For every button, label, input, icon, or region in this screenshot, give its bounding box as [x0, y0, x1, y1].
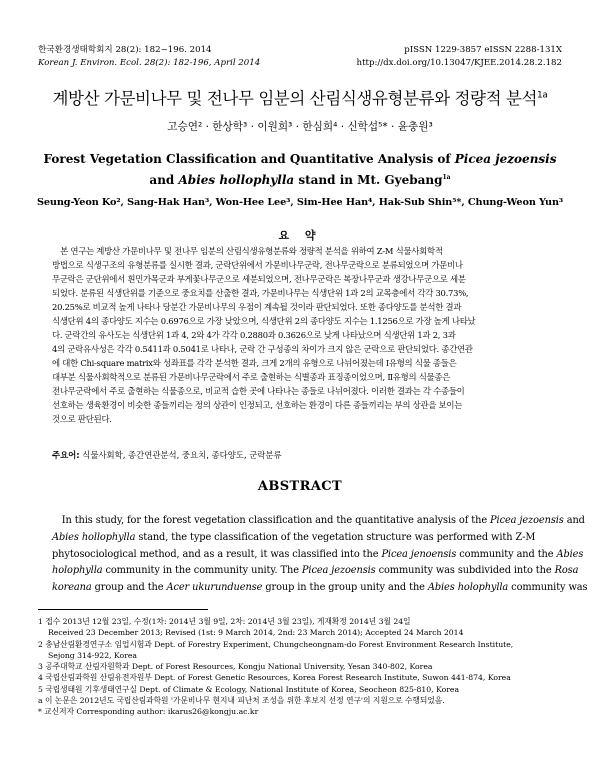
abstract-text-run: phytosociological method, and as a result, it was classified into the [52, 548, 382, 560]
footnotes [38, 616, 562, 718]
footnote-line: 5 국립생태원 기후생태연구실 Dept. of Climate & Ecology, National Institute of Korea, Seocheon 825-810, Korea [38, 684, 460, 694]
abstract-line [52, 547, 584, 564]
species-name: Acer ukurunduense [166, 582, 263, 594]
abstract-line [52, 563, 579, 580]
abstract-text-run: community in the community unity. The [102, 565, 302, 577]
english-title-line-2: and Abies hollophylla stand in Mt. Gyebang$^{1a}$ [149, 173, 451, 187]
issn: pISSN 1229-3857 eISSN 2288-131X [404, 45, 562, 55]
abstract-text [52, 513, 588, 597]
abstract-text-run: and [563, 515, 585, 526]
footnote-line: a 이 논문은 2012년도 국립산림과학원 '가문비나무 현지내 피난처 조성을 위한 후보지 선정 연구'의 지원으로 수행되었음. [38, 696, 445, 706]
abstract-line [52, 513, 585, 530]
footnote-line: 2 충남산림환경연구소 임업시험과 Dept. of Forestry Experiment, Chungcheongnam-do Forest Environment Research Institute, [38, 639, 514, 649]
species-name: Rosa [554, 565, 579, 577]
summary-line: 에 대한 Chi-square matrix와 성좌표를 각각 분석한 결과, 크게 2개의 유형으로 나뉘어졌는데 Ⅰ유형의 식물 종들은 [52, 358, 457, 368]
doi-link[interactable]: http://dx.doi.org/10.13047/KJEE.2014.28.2.182 [356, 58, 562, 68]
journal-name-en: Korean J. Environ. Ecol. 28(2): 182-196, April 2014 [38, 58, 261, 68]
issn-doi-header [357, 44, 562, 70]
abstract-heading: ABSTRACT [257, 479, 343, 494]
summary-heading: 요 약 [278, 229, 322, 242]
footnote-line: 1 접수 2013년 12월 23일, 수정(1차: 2014년 3월 9일, 2차: 2014년 3월 23일), 게재확정 2014년 3월 24일 [38, 617, 411, 626]
species-name: koreana [52, 582, 92, 594]
abstract-text-run: community was subdivided into the [375, 565, 555, 577]
footnote-line: Received 23 December 2013; Revised (1st: 9 March 2014, 2nd: 23 March 2014); Accepted 24 March 2014 [48, 628, 464, 638]
summary-line: 본 연구는 계방산 가문비나무 및 전나무 임분의 산림식생유형분류와 정량적 분석을 위하여 Z-M 식물사회학적 [52, 246, 443, 256]
journal-header [38, 44, 260, 70]
summary-line: 방법으로 식생구조의 유형분류를 실시한 결과, 군락단위에서 가문비나무군락, 전나무군락으로 분류되었으며 가문비나 [52, 260, 463, 270]
footnote-line: 4 국립산림과학원 산림유전자원부 Dept. of Forest Genetic Resources, Korea Forest Research Institute, Suwon 441-874, Korea [38, 673, 511, 683]
abstract-line [52, 530, 548, 547]
summary-line: 선호하는 생육환경이 비슷한 종들끼리는 정의 상관이 인정되고, 선호하는 환경이 다른 종들끼리는 부의 상관을 보이는 [52, 400, 463, 410]
footnote-line: 3 공주대학교 산림자원학과 Dept. of Forest Resources, Kongju National University, Yesan 340-802, Korea [38, 662, 433, 672]
species-name: Abies holophylla [427, 582, 509, 594]
species-name: Picea jezoensis [490, 515, 564, 526]
species-name: Picea jenoensis [381, 548, 457, 560]
footnote-divider [38, 609, 208, 610]
abstract-text-run: group and the [91, 582, 167, 594]
abstract-text-run: stand, the type classification of the vegetation structure was performed with Z-M [135, 531, 536, 543]
english-authors: Seung-Yeon Ko², Sang-Hak Han³, Won-Hee Lee³, Sim-Hee Han⁴, Hak-Sub Shin⁵*, Chung-Weon Yun³ [36, 197, 564, 208]
korean-title-text: 계방산 가문비나무 및 전나무 임분의 산림식생유형분류와 정량적 분석 [52, 89, 538, 108]
abstract-line [52, 580, 588, 597]
summary-line: 20.25%로 비교적 높게 나타나 당분간 가문비나무의 우점이 계속될 것이라 판단되었다. 또한 종다양도를 분석한 결과 [52, 302, 462, 312]
summary-line: 무군락은 군단위에서 흰민가목군과 부게꽃나무군으로 세분되었으며, 전나무군락은 복장나무군과 생강나무군으로 세분 [52, 274, 466, 284]
abstract-text-run: community was [508, 582, 588, 594]
footnote-line: Sejong 314-922, Korea [48, 650, 137, 660]
summary-line: 대부분 식물사회학적으로 분류된 가문비나무군락에서 주로 출현하는 식별종과 표징종이었으며, Ⅱ유형의 식물종은 [52, 372, 451, 382]
korean-keywords [52, 449, 282, 461]
korean-title-footnote-mark: 1a [537, 90, 548, 101]
summary-line: 4의 군락유사성은 각각 0.5411과 0.5041로 나타나, 군락 간 구성종의 차이가 크지 않은 군락으로 판단되었다. 종간연관 [52, 344, 473, 354]
species-name: Abies [556, 548, 584, 560]
species-name: Abies hollophylla [52, 531, 136, 543]
species-name: Picea jezoensis [301, 565, 376, 577]
summary-line: 것으로 판단된다. [52, 414, 112, 424]
korean-title [0, 85, 600, 109]
summary-line: 되었다. 분류된 식생단위를 기준으로 중요치를 산출한 결과, 가문비나무는 식생단위 1과 2의 교목층에서 각각 30.73%, [52, 288, 469, 298]
footnote-line: * 교신저자 Corresponding author: ikarus26@kongju.ac.kr [38, 707, 259, 717]
journal-name-kr: 한국환경생태학회지 28(2): 182~196. 2014 [38, 45, 212, 55]
english-title-line-1: Forest Vegetation Classification and Quantitative Analysis of Picea jezoensis [43, 152, 557, 166]
keywords-text: 식물사회학, 종간연관분석, 중요치, 종다양도, 군락분류 [79, 450, 282, 460]
abstract-text-run: group in the group unity and the [262, 582, 428, 594]
summary-line: 식생단위 4의 종다양도 지수는 0.6976으로 가장 낮았으며, 식생단위 2의 종다양도 지수는 1.1256으로 가장 높게 나타났 [52, 316, 476, 326]
abstract-text-run: community and the [456, 548, 557, 560]
summary-line: 전나무군락에서 주로 출현하는 식물종으로, 비교적 습한 곳에 나타나는 종들로 나뉘어졌다. 이러한 결과는 각 수종들이 [52, 386, 465, 396]
korean-summary [52, 244, 548, 426]
english-title [0, 149, 600, 191]
species-name: holophylla [52, 565, 103, 577]
abstract-text-run: In this study, for the forest vegetation classification and the quantitative analysis of the [52, 515, 491, 526]
summary-line: 다. 군락간의 유사도는 식생단위 1과 4, 2와 4가 각각 0.2880과 0.3626으로 낮게 나타났으며 식생단위 1과 2, 3과 [52, 330, 456, 340]
korean-authors: 고승연² · 한상학³ · 이원희³ · 한심희⁴ · 신학섭⁵* · 윤충원³ [167, 121, 433, 133]
keywords-label: 주요어: [52, 450, 80, 460]
